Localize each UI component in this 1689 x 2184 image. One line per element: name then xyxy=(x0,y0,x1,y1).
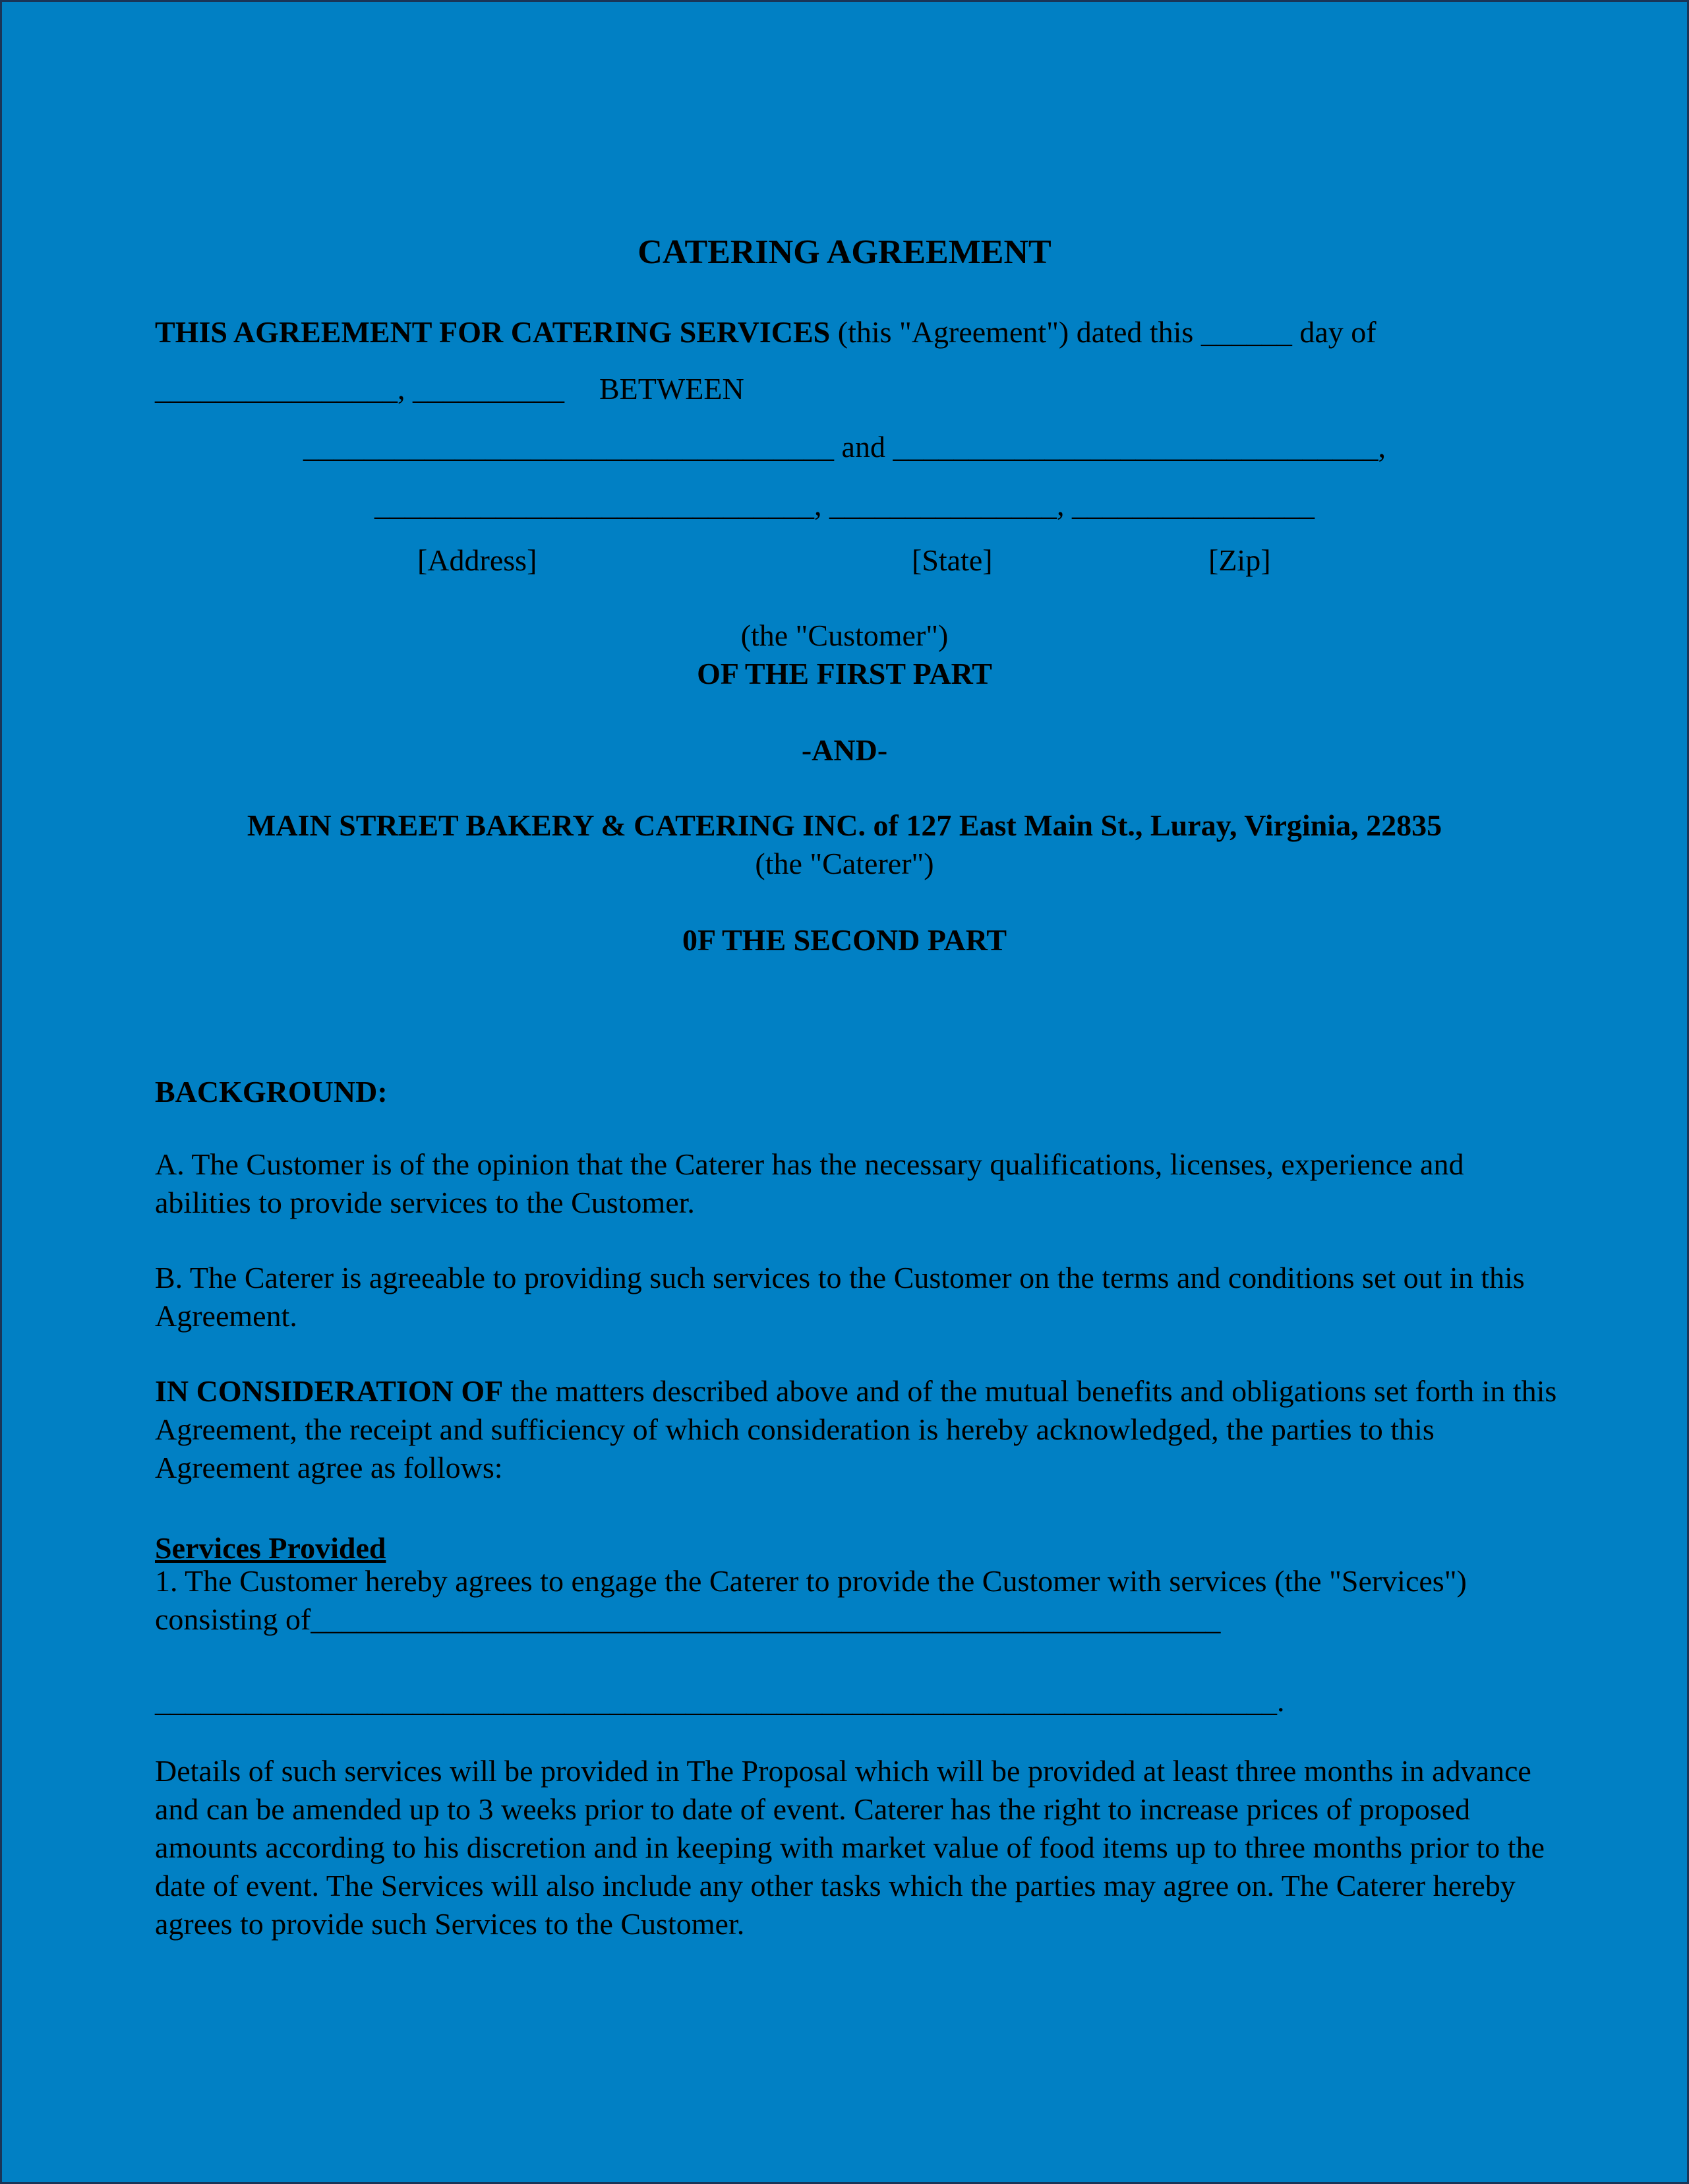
second-part-label: 0F THE SECOND PART xyxy=(682,923,1007,957)
consideration-rest: the matters described above and of the mutual benefits and obligations set forth in this Agreement, the receipt and sufficiency of which consideration is hereby acknowledged, the parties to this Agreement agree as follows: xyxy=(155,1374,1557,1484)
caterer-name: MAIN STREET BAKERY & CATERING INC. of 127 East Main St., Luray, Virginia, 22835 xyxy=(247,808,1442,842)
and-divider: -AND- xyxy=(801,733,888,767)
recital-a: A. The Customer is of the opinion that the Caterer has the necessary qualifications, licenses, experience and abilities to provide services to the Customer. xyxy=(155,1147,1464,1219)
caterer-label: (the "Caterer") xyxy=(755,847,934,880)
parties-line xyxy=(2,432,1687,462)
clause-1-blank-line: __________________________________________________________________________. xyxy=(155,1684,1285,1718)
first-part-label: OF THE FIRST PART xyxy=(697,657,992,690)
background-heading: BACKGROUND: xyxy=(155,1075,388,1108)
clause-1: 1. The Customer hereby agrees to engage the Caterer to provide the Customer with services (the "Services") consisting of____________________________________________________________ xyxy=(155,1564,1467,1636)
address-blanks-line: _____________________________, _______________, ________________ xyxy=(374,488,1315,522)
zip-label: [Zip] xyxy=(1208,543,1271,577)
consideration-bold-lead: IN CONSIDERATION OF xyxy=(155,1374,504,1408)
recital-b: B. The Caterer is agreeable to providing such services to the Customer on the terms and conditions set out in this Agreement. xyxy=(155,1261,1525,1333)
consideration-paragraph xyxy=(155,1372,1566,1487)
intro-line-2 xyxy=(155,374,744,404)
intro-rest: (this "Agreement") dated this ______ day of xyxy=(830,315,1377,349)
document-title: CATERING AGREEMENT xyxy=(637,233,1052,271)
between-label: BETWEEN xyxy=(599,372,744,406)
state-label: [State] xyxy=(912,543,993,577)
customer-label: (the "Customer") xyxy=(740,619,949,652)
and-label: and xyxy=(841,430,885,464)
intro-date-blanks: ________________, __________ xyxy=(155,372,564,406)
intro-line-1 xyxy=(155,317,1377,348)
details-paragraph: Details of such services will be provided in The Proposal which will be provided at least three months in advance and can be amended up to 3 weeks prior to date of event. Caterer has the right to increase prices of proposed amounts according to his discretion and in keeping with market value of food items up to three months prior to the date of event. The Services will also include any other tasks which the parties may agree on. The Caterer hereby agrees to provide such Services to the Customer. xyxy=(155,1754,1545,1941)
customer-name-blank: ___________________________________ xyxy=(303,430,835,464)
services-heading: Services Provided xyxy=(155,1531,386,1565)
customer-name-blank-2: ________________________________, xyxy=(893,430,1386,464)
intro-bold-lead: THIS AGREEMENT FOR CATERING SERVICES xyxy=(155,315,831,349)
address-label: [Address] xyxy=(417,543,537,577)
